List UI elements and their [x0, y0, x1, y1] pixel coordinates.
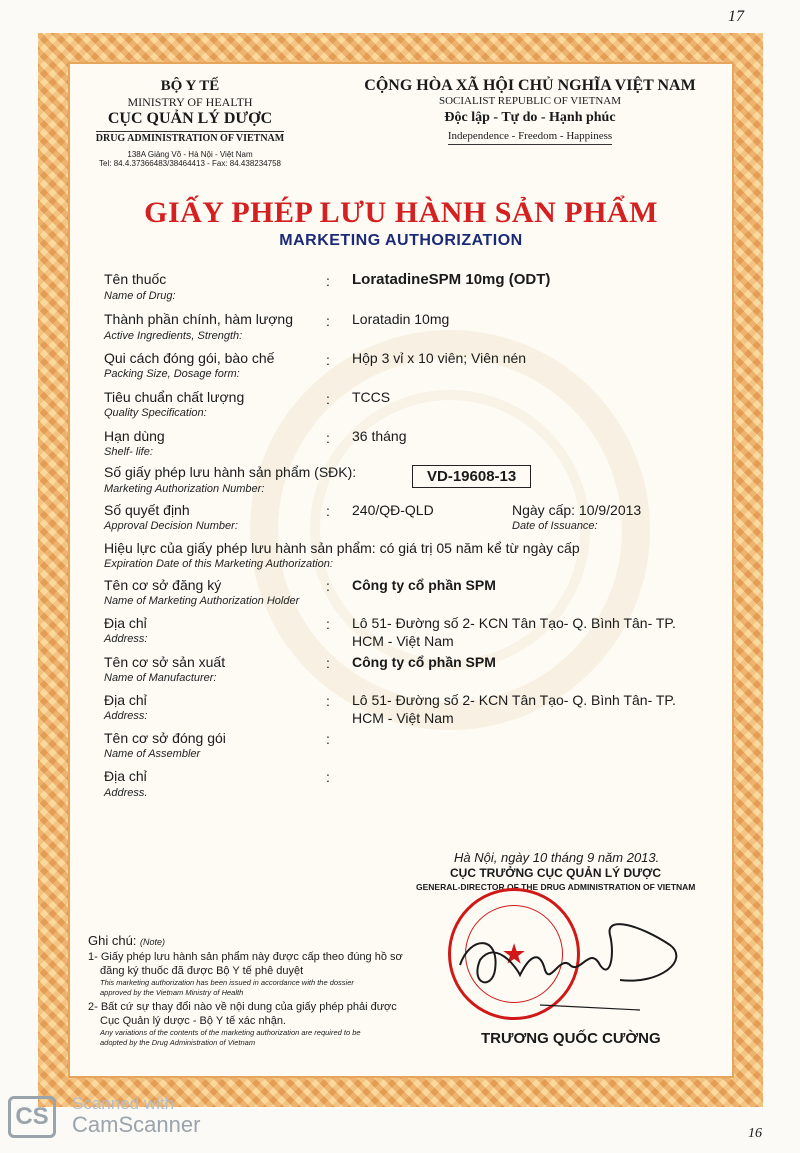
colon: :: [326, 313, 330, 329]
manufacturer-label: Tên cơ sở sản xuất: [104, 654, 226, 670]
ministry-name-vi: BỘ Y TẾ: [160, 78, 220, 94]
decision-label: Số quyết định: [104, 502, 190, 518]
signer-title-en: GENERAL-DIRECTOR OF THE DRUG ADMINISTRATION OF VIETNAM: [416, 882, 696, 892]
watermark-line1: Scanned with: [72, 1094, 175, 1113]
camscanner-logo-icon: CS: [8, 1096, 56, 1138]
note-2-vi-cont: Cục Quản lý dược - Bộ Y tế xác nhận.: [100, 1015, 286, 1027]
colon: :: [326, 503, 330, 519]
shelf-label-en: Shelf- life:: [104, 446, 153, 458]
agency-name-en: DRUG ADMINISTRATION OF VIETNAM: [95, 133, 285, 144]
quality-label-en: Quality Specification:: [104, 407, 207, 419]
republic-header: [350, 77, 710, 145]
note-1-vi: 1- Giấy phép lưu hành sản phẩm này được cấp theo đúng hồ sơ: [88, 951, 403, 963]
notes-heading-en: (Note): [140, 937, 166, 947]
ministry-name-en: MINISTRY OF HEALTH: [127, 95, 253, 109]
drug-value: LoratadineSPM 10mg (ODT): [352, 271, 551, 288]
colon: :: [326, 616, 330, 632]
shelf-label: Hạn dùng: [104, 428, 165, 444]
ingredient-value: Loratadin 10mg: [352, 311, 450, 327]
note-2-en-cont: adopted by the Drug Administration of Vietnam: [100, 1038, 256, 1047]
motto-vi: Độc lập - Tự do - Hạnh phúc: [444, 110, 616, 125]
signer-title-vi: CỤC TRƯỞNG CỤC QUẢN LÝ DƯỢC: [450, 866, 662, 880]
ingredient-label: Thành phần chính, hàm lượng: [104, 311, 294, 327]
note-2-vi: 2- Bất cứ sự thay đổi nào về nội dung của giấy phép phải được: [88, 1001, 397, 1013]
note-2-en: Any variations of the contents of the marketing authorization are required to be: [100, 1028, 361, 1037]
packing-label-en: Packing Size, Dosage form:: [104, 368, 240, 380]
issue-date: Ngày cấp: 10/9/2013: [512, 502, 642, 518]
reg-label-en: Marketing Authorization Number:: [104, 483, 265, 495]
agency-contact: Tel: 84.4.37366483/38464413 - Fax: 84.438234758: [99, 159, 281, 168]
drug-label-en: Name of Drug:: [104, 290, 176, 302]
decision-label-en: Approval Decision Number:: [104, 520, 238, 532]
holder-address-label: Địa chỉ: [104, 615, 147, 631]
page-mark-bottom: 16: [748, 1126, 762, 1141]
holder-address-line1: Lô 51- Đường số 2- KCN Tân Tạo- Q. Bình Tân- TP.: [352, 615, 676, 631]
decision-value: 240/QĐ-QLD: [352, 502, 434, 518]
colon: :: [326, 769, 330, 785]
holder-label: Tên cơ sở đăng ký: [104, 577, 222, 593]
agency-name-vi: CỤC QUẢN LÝ DƯỢC: [107, 110, 273, 127]
manufacturer-value: Công ty cổ phần SPM: [352, 654, 496, 670]
motto-en: Independence - Freedom - Happiness: [448, 130, 612, 145]
agency-address: 138A Giảng Võ - Hà Nội - Việt Nam: [127, 150, 253, 159]
note-1-en: This marketing authorization has been issued in accordance with the dossier: [100, 978, 354, 987]
republic-name-en: SOCIALIST REPUBLIC OF VIETNAM: [438, 95, 622, 107]
assembler-label-en: Name of Assembler: [104, 748, 201, 760]
colon: :: [326, 693, 330, 709]
manufacturer-address-label-en: Address:: [104, 710, 148, 722]
republic-name-vi: CỘNG HÒA XÃ HỘI CHỦ NGHĨA VIỆT NAM: [364, 77, 696, 94]
holder-label-en: Name of Marketing Authorization Holder: [104, 595, 300, 607]
notes-section: [88, 933, 448, 1048]
document-title: GIẤY PHÉP LƯU HÀNH SẢN PHẨM: [144, 196, 658, 229]
ingredient-label-en: Active Ingredients, Strength:: [104, 330, 243, 342]
shelf-value: 36 tháng: [352, 428, 407, 444]
handwritten-signature: [440, 895, 700, 1025]
holder-value: Công ty cổ phần SPM: [352, 577, 496, 593]
notes-heading: Ghi chú:: [88, 933, 137, 948]
document-subtitle: MARKETING AUTHORIZATION: [279, 232, 523, 249]
manufacturer-address-line2: HCM - Việt Nam: [352, 710, 454, 726]
validity-label: Hiệu lực của giấy phép lưu hành sản phẩm: có giá trị 05 năm kể từ ngày cấp: [104, 540, 580, 556]
signer-name: TRƯƠNG QUỐC CƯỜNG: [481, 1030, 661, 1047]
manufacturer-address-line1: Lô 51- Đường số 2- KCN Tân Tạo- Q. Bình Tân- TP.: [352, 692, 676, 708]
seal-star-icon: ★: [501, 938, 527, 970]
note-1-vi-cont: đăng ký thuốc đã được Bộ Y tế phê duyệt: [100, 965, 304, 977]
watermark-line2: CamScanner: [72, 1112, 201, 1137]
colon: :: [326, 352, 330, 368]
note-1-en-cont: approved by the Vietnam Ministry of Health: [100, 988, 244, 997]
page-mark-top: 17: [728, 8, 744, 25]
colon: :: [326, 391, 330, 407]
place-date: Hà Nội, ngày 10 tháng 9 năm 2013.: [454, 850, 660, 865]
assembler-address-label: Địa chỉ: [104, 768, 147, 784]
quality-label: Tiêu chuẩn chất lượng: [104, 389, 245, 405]
colon: :: [326, 655, 330, 671]
assembler-address-label-en: Address.: [104, 787, 148, 799]
ministry-header: [80, 78, 300, 168]
packing-value: Hộp 3 vỉ x 10 viên; Viên nén: [352, 350, 527, 366]
issue-date-en: Date of Issuance:: [512, 520, 598, 532]
colon: :: [326, 731, 330, 747]
assembler-label: Tên cơ sở đóng gói: [104, 730, 226, 746]
packing-label: Qui cách đóng gói, bào chế: [104, 350, 275, 366]
registration-number-box: VD-19608-13: [412, 465, 531, 488]
reg-label: Số giấy phép lưu hành sản phẩm (SĐK):: [104, 464, 357, 480]
holder-address-label-en: Address:: [104, 633, 148, 645]
validity-label-en: Expiration Date of this Marketing Authorization:: [104, 558, 333, 570]
manufacturer-address-label: Địa chỉ: [104, 692, 147, 708]
drug-label: Tên thuốc: [104, 271, 167, 287]
manufacturer-label-en: Name of Manufacturer:: [104, 672, 217, 684]
colon: :: [326, 273, 330, 289]
quality-value: TCCS: [352, 389, 391, 405]
camscanner-watermark: [8, 1092, 208, 1142]
holder-address-line2: HCM - Việt Nam: [352, 633, 454, 649]
colon: :: [326, 578, 330, 594]
colon: :: [326, 430, 330, 446]
